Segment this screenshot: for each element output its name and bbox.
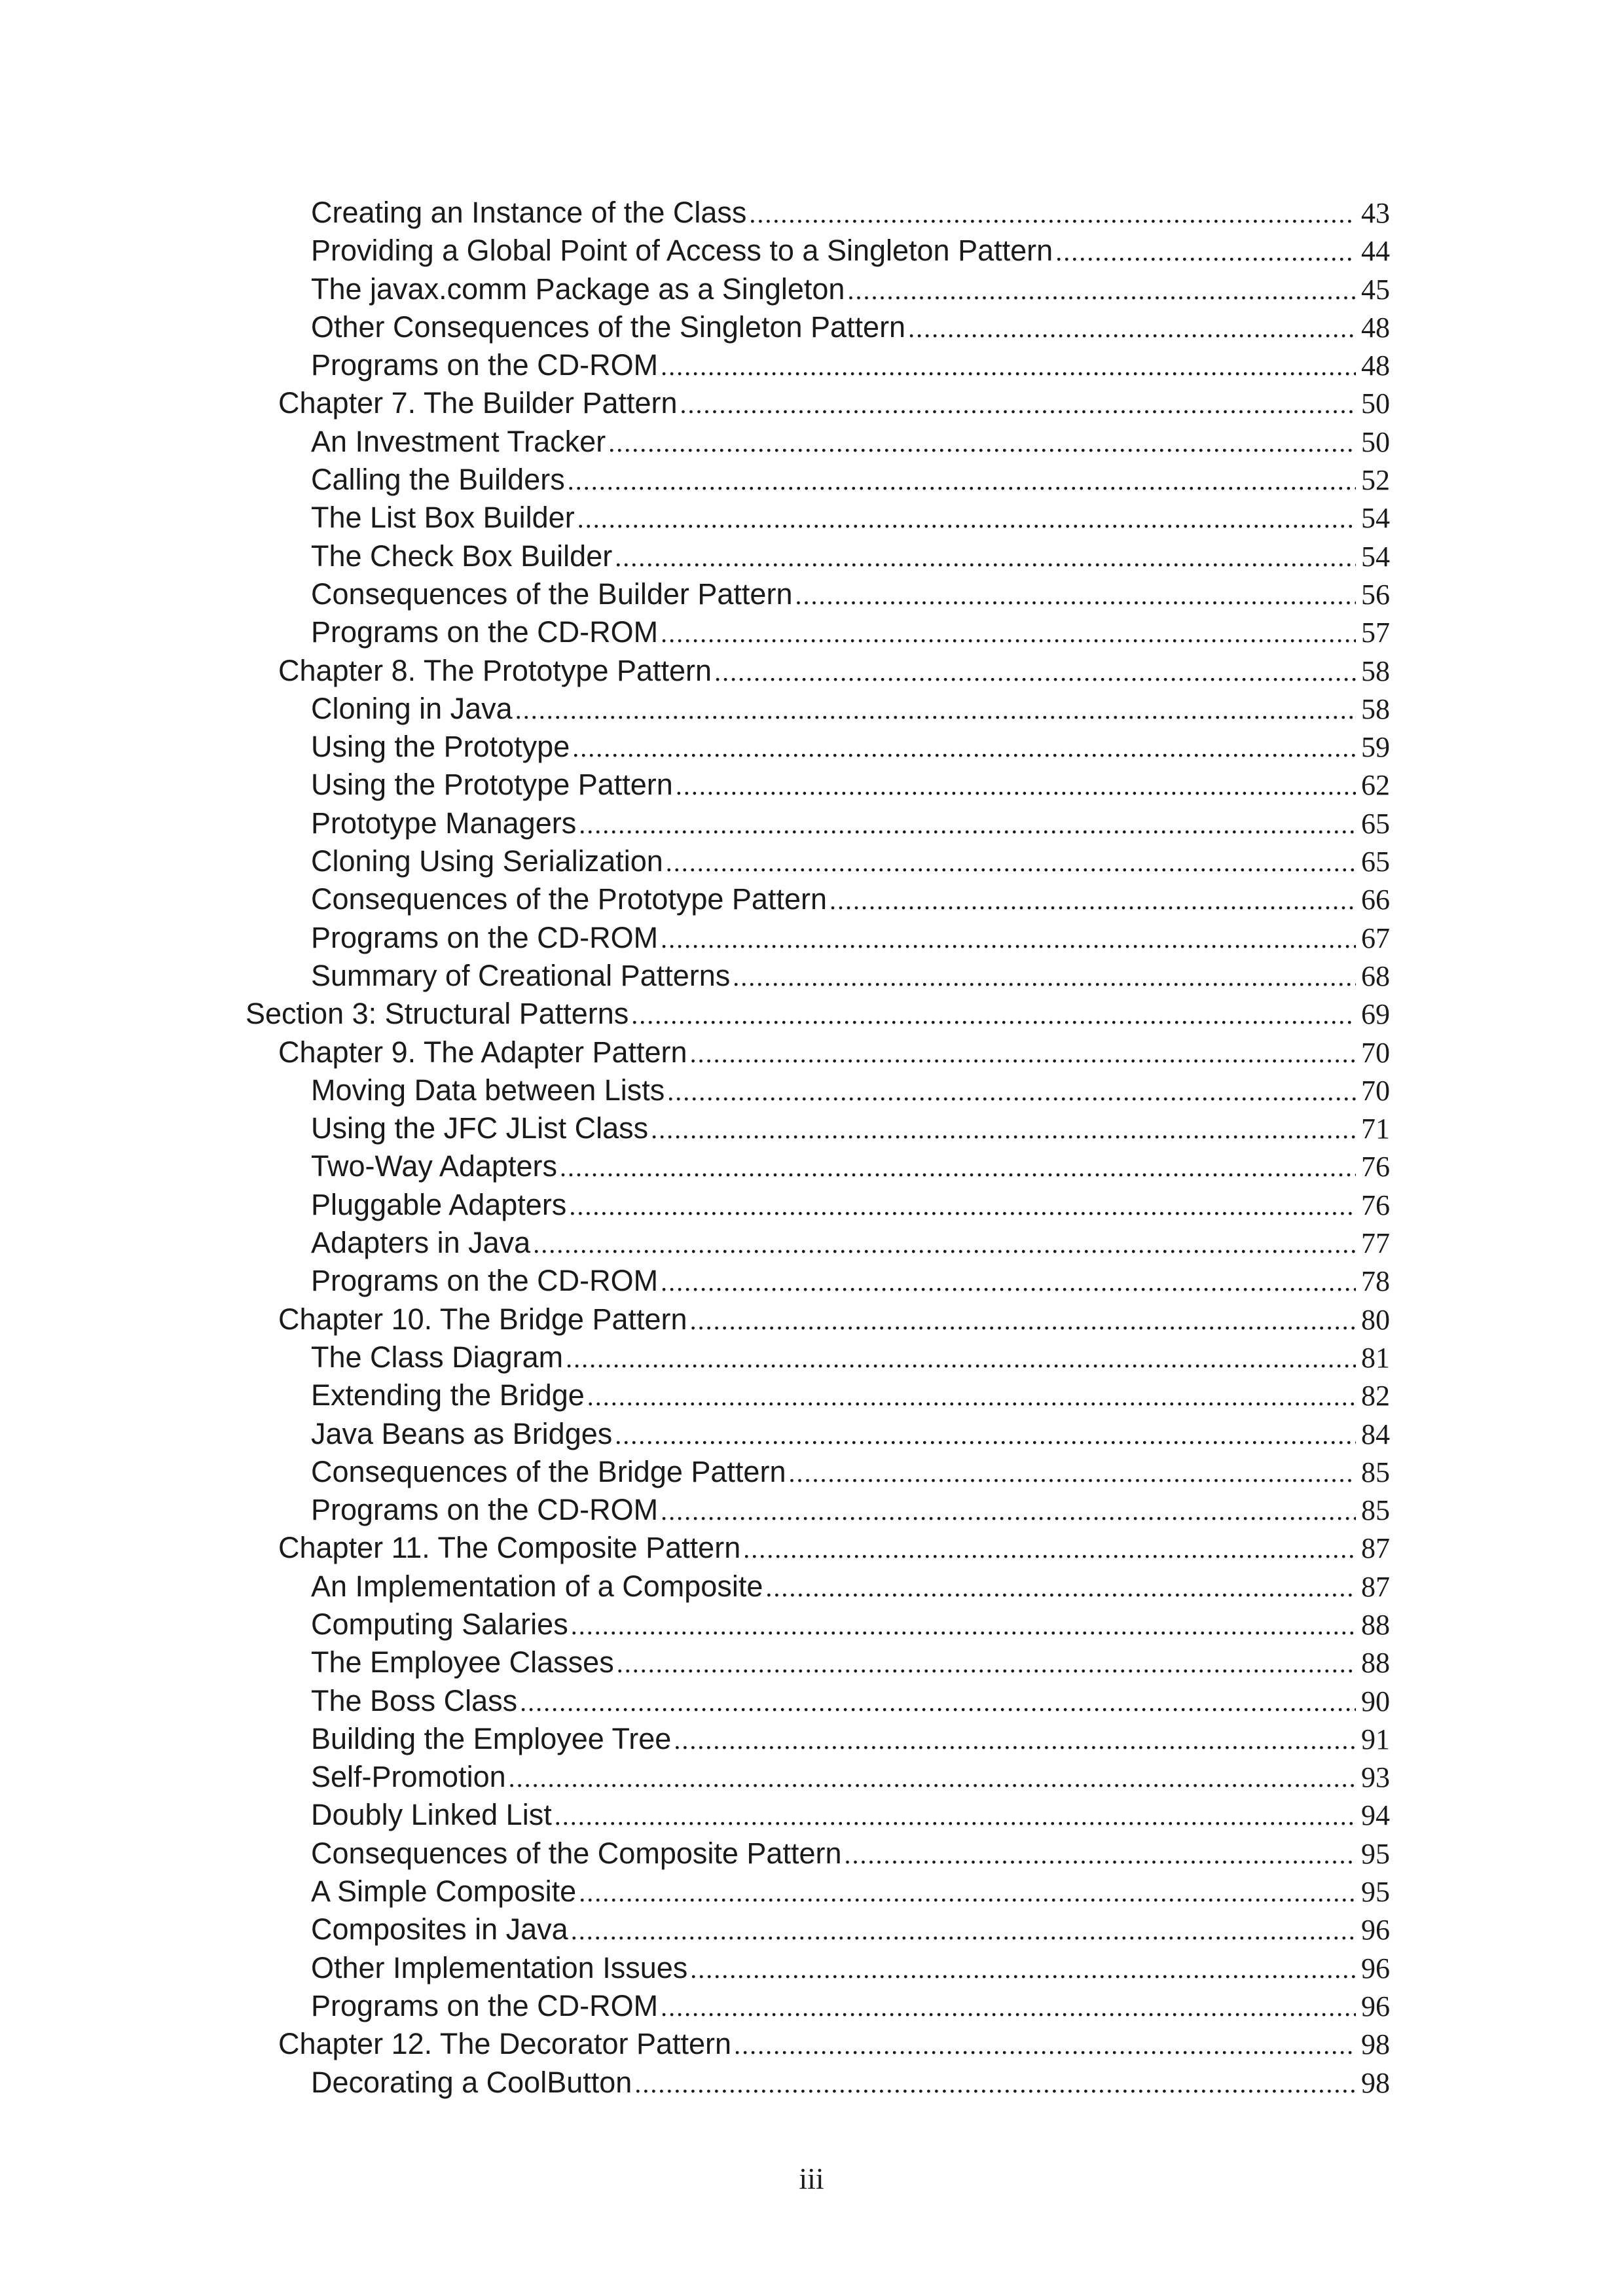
toc-entry-title: Using the Prototype: [311, 730, 570, 764]
toc-entry-title: The Employee Classes: [311, 1645, 614, 1679]
toc-subsection-entry: [246, 1376, 1390, 1414]
toc-entry-title: Programs on the CD-ROM: [311, 920, 659, 954]
dot-leader: [667, 1073, 1356, 1109]
toc-subsection-entry: [246, 537, 1390, 575]
toc-subsection-entry: [246, 1491, 1390, 1529]
toc-entry-title: Decorating a CoolButton: [311, 2065, 632, 2099]
dot-leader: [1055, 233, 1356, 270]
toc-entry-title: Chapter 10. The Bridge Pattern: [278, 1302, 687, 1336]
toc-subsection-entry: [246, 1147, 1390, 1185]
toc-subsection-entry: [246, 1262, 1390, 1300]
dot-leader: [743, 1530, 1356, 1567]
toc-subsection-entry: [246, 842, 1390, 880]
toc-entry-title: Using the Prototype Pattern: [311, 768, 673, 802]
dot-leader: [566, 1340, 1356, 1376]
toc-entry-page-number: 52: [1361, 464, 1390, 497]
dot-leader: [533, 1225, 1356, 1262]
toc-entry-page-number: 85: [1361, 1494, 1390, 1527]
dot-leader: [615, 539, 1356, 575]
toc-entry-title: Summary of Creational Patterns: [311, 958, 731, 992]
dot-leader: [690, 1950, 1356, 1987]
dot-leader: [661, 1263, 1356, 1300]
toc-chapter-entry: [246, 1529, 1390, 1567]
toc-entry-page-number: 50: [1361, 387, 1390, 420]
toc-entry-page-number: 77: [1361, 1227, 1390, 1260]
toc-subsection-entry: [246, 1453, 1390, 1491]
toc-entry-page-number: 82: [1361, 1380, 1390, 1412]
toc-subsection-entry: [246, 346, 1390, 384]
toc-entry-title: Composites in Java: [311, 1912, 568, 1946]
toc-entry-page-number: 85: [1361, 1456, 1390, 1488]
dot-leader: [661, 920, 1356, 957]
toc-entry-page-number: 98: [1361, 2028, 1390, 2061]
table-of-contents: [246, 194, 1390, 2102]
toc-subsection-entry: [246, 1987, 1390, 2025]
toc-entry-title: Programs on the CD-ROM: [311, 348, 659, 382]
dot-leader: [714, 653, 1356, 690]
toc-entry-title: Chapter 8. The Prototype Pattern: [278, 653, 712, 687]
toc-subsection-entry: [246, 232, 1390, 270]
toc-entry-title: The Boss Class: [311, 1683, 518, 1717]
toc-entry-title: Cloning in Java: [311, 691, 513, 725]
toc-entry-title: The Check Box Builder: [311, 539, 613, 573]
toc-entry-page-number: 67: [1361, 922, 1390, 954]
toc-entry-page-number: 66: [1361, 884, 1390, 916]
toc-entry-page-number: 54: [1361, 502, 1390, 535]
dot-leader: [631, 996, 1356, 1033]
toc-chapter-entry: [246, 652, 1390, 690]
toc-entry-page-number: 98: [1361, 2066, 1390, 2099]
toc-entry-page-number: 87: [1361, 1532, 1390, 1565]
toc-entry-title: Building the Employee Tree: [311, 1721, 672, 1755]
dot-leader: [577, 500, 1356, 537]
toc-entry-page-number: 76: [1361, 1189, 1390, 1221]
toc-entry-page-number: 44: [1361, 235, 1390, 268]
toc-entry-page-number: 96: [1361, 1952, 1390, 1984]
toc-entry-title: Programs on the CD-ROM: [311, 1493, 659, 1527]
dot-leader: [830, 882, 1356, 918]
toc-subsection-entry: [246, 1949, 1390, 1987]
toc-entry-page-number: 71: [1361, 1113, 1390, 1145]
toc-entry-page-number: 81: [1361, 1341, 1390, 1374]
toc-entry-page-number: 96: [1361, 1914, 1390, 1946]
dot-leader: [676, 767, 1356, 804]
toc-chapter-entry: [246, 1033, 1390, 1071]
toc-entry-page-number: 50: [1361, 425, 1390, 458]
toc-entry-title: The List Box Builder: [311, 501, 575, 535]
toc-subsection-entry: [246, 919, 1390, 957]
toc-subsection-entry: [246, 1109, 1390, 1147]
toc-entry-title: An Investment Tracker: [311, 424, 606, 458]
dot-leader: [674, 1721, 1356, 1758]
toc-subsection-entry: [246, 1643, 1390, 1681]
toc-entry-title: The javax.comm Package as a Singleton: [311, 272, 845, 306]
toc-entry-page-number: 58: [1361, 692, 1390, 725]
toc-entry-page-number: 91: [1361, 1723, 1390, 1755]
dot-leader: [569, 1187, 1356, 1224]
toc-subsection-entry: [246, 880, 1390, 918]
toc-entry-title: Adapters in Java: [311, 1226, 531, 1260]
toc-entry-page-number: 70: [1361, 1036, 1390, 1069]
toc-entry-page-number: 88: [1361, 1647, 1390, 1679]
toc-subsection-entry: [246, 1186, 1390, 1224]
toc-entry-page-number: 84: [1361, 1418, 1390, 1450]
toc-entry-page-number: 96: [1361, 1990, 1390, 2022]
toc-section-entry: [246, 995, 1390, 1033]
toc-subsection-entry: [246, 575, 1390, 613]
dot-leader: [690, 1302, 1356, 1338]
toc-entry-page-number: 90: [1361, 1685, 1390, 1717]
toc-entry-page-number: 70: [1361, 1074, 1390, 1107]
toc-entry-page-number: 45: [1361, 273, 1390, 306]
toc-subsection-entry: [246, 1605, 1390, 1643]
toc-subsection-entry: [246, 461, 1390, 499]
dot-leader: [520, 1683, 1356, 1720]
toc-entry-title: Creating an Instance of the Class: [311, 196, 747, 229]
toc-entry-title: Consequences of the Builder Pattern: [311, 577, 793, 611]
toc-subsection-entry: [246, 957, 1390, 995]
toc-entry-page-number: 94: [1361, 1799, 1390, 1832]
dot-leader: [847, 272, 1356, 308]
toc-subsection-entry: [246, 1071, 1390, 1109]
toc-subsection-entry: [246, 1910, 1390, 1948]
toc-entry-title: Programs on the CD-ROM: [311, 1264, 659, 1298]
dot-leader: [509, 1759, 1356, 1796]
toc-subsection-entry: [246, 613, 1390, 651]
toc-chapter-entry: [246, 1300, 1390, 1338]
toc-entry-page-number: 93: [1361, 1761, 1390, 1794]
toc-entry-page-number: 43: [1361, 197, 1390, 229]
dot-leader: [617, 1645, 1356, 1681]
toc-entry-title: Prototype Managers: [311, 806, 577, 840]
toc-entry-page-number: 68: [1361, 960, 1390, 992]
dot-leader: [515, 691, 1356, 728]
page-number: iii: [799, 2162, 824, 2195]
toc-entry-title: Doubly Linked List: [311, 1798, 552, 1832]
dot-leader: [571, 1607, 1356, 1643]
toc-entry-title: Consequences of the Composite Pattern: [311, 1836, 842, 1870]
dot-leader: [661, 348, 1356, 384]
toc-entry-title: Programs on the CD-ROM: [311, 615, 659, 649]
dot-leader: [579, 806, 1356, 842]
toc-entry-title: Extending the Bridge: [311, 1378, 585, 1412]
toc-entry-page-number: 56: [1361, 578, 1390, 611]
dot-leader: [555, 1797, 1356, 1834]
dot-leader: [788, 1454, 1356, 1491]
dot-leader: [661, 615, 1356, 651]
dot-leader: [587, 1378, 1356, 1414]
toc-entry-page-number: 57: [1361, 617, 1390, 649]
toc-entry-page-number: 65: [1361, 846, 1390, 878]
toc-entry-title: Providing a Global Point of Access to a Singleton Pattern: [311, 234, 1053, 268]
toc-subsection-entry: [246, 1682, 1390, 1720]
toc-entry-title: Calling the Builders: [311, 463, 565, 497]
toc-entry-title: Chapter 12. The Decorator Pattern: [278, 2027, 732, 2061]
toc-entry-page-number: 58: [1361, 655, 1390, 687]
toc-entry-title: Other Implementation Issues: [311, 1950, 688, 1984]
toc-entry-title: Computing Salaries: [311, 1607, 568, 1641]
dot-leader: [651, 1111, 1356, 1147]
toc-entry-title: Consequences of the Bridge Pattern: [311, 1454, 786, 1488]
toc-entry-title: Chapter 7. The Builder Pattern: [278, 386, 678, 420]
toc-entry-title: Consequences of the Prototype Pattern: [311, 882, 828, 916]
toc-subsection-entry: [246, 1338, 1390, 1376]
toc-entry-title: Cloning Using Serialization: [311, 844, 663, 878]
toc-entry-title: Chapter 9. The Adapter Pattern: [278, 1035, 687, 1069]
toc-entry-title: The Class Diagram: [311, 1340, 564, 1374]
toc-entry-page-number: 69: [1361, 998, 1390, 1031]
dot-leader: [572, 729, 1356, 766]
dot-leader: [568, 462, 1356, 499]
toc-subsection-entry: [246, 1415, 1390, 1453]
toc-entry-page-number: 88: [1361, 1608, 1390, 1641]
toc-subsection-entry: [246, 2064, 1390, 2102]
toc-subsection-entry: [246, 728, 1390, 766]
dot-leader: [795, 577, 1356, 613]
dot-leader: [661, 1492, 1356, 1529]
dot-leader: [908, 310, 1356, 346]
toc-entry-page-number: 54: [1361, 540, 1390, 573]
dot-leader: [661, 1988, 1356, 2025]
toc-entry-title: Self-Promotion: [311, 1760, 506, 1794]
toc-chapter-entry: [246, 2025, 1390, 2063]
toc-entry-title: An Implementation of a Composite: [311, 1569, 763, 1603]
toc-entry-page-number: 65: [1361, 807, 1390, 840]
toc-subsection-entry: [246, 1796, 1390, 1834]
dot-leader: [634, 2065, 1356, 2102]
toc-entry-title: Java Beans as Bridges: [311, 1416, 613, 1450]
toc-subsection-entry: [246, 1224, 1390, 1262]
toc-entry-title: Two-Way Adapters: [311, 1149, 557, 1183]
toc-subsection-entry: [246, 423, 1390, 461]
toc-entry-title: Other Consequences of the Singleton Pattern: [311, 310, 906, 344]
dot-leader: [734, 2026, 1356, 2063]
toc-entry-page-number: 95: [1361, 1837, 1390, 1870]
toc-entry-page-number: 95: [1361, 1876, 1390, 1909]
toc-entry-title: Pluggable Adapters: [311, 1187, 567, 1221]
toc-entry-title: Moving Data between Lists: [311, 1073, 665, 1107]
toc-subsection-entry: [246, 766, 1390, 804]
toc-subsection-entry: [246, 1758, 1390, 1796]
dot-leader: [680, 386, 1356, 422]
toc-subsection-entry: [246, 499, 1390, 537]
dot-leader: [844, 1836, 1356, 1873]
toc-entry-title: A Simple Composite: [311, 1874, 577, 1909]
toc-entry-page-number: 48: [1361, 350, 1390, 382]
toc-subsection-entry: [246, 194, 1390, 232]
dot-leader: [615, 1416, 1356, 1453]
toc-entry-title: Using the JFC JList Class: [311, 1111, 649, 1145]
toc-subsection-entry: [246, 1873, 1390, 1910]
toc-entry-page-number: 76: [1361, 1151, 1390, 1183]
toc-entry-title: Programs on the CD-ROM: [311, 1988, 659, 2022]
toc-subsection-entry: [246, 308, 1390, 346]
toc-subsection-entry: [246, 804, 1390, 842]
dot-leader: [733, 958, 1356, 995]
dot-leader: [560, 1149, 1356, 1185]
toc-entry-page-number: 80: [1361, 1303, 1390, 1336]
dot-leader: [765, 1569, 1356, 1605]
dot-leader: [749, 195, 1356, 232]
toc-subsection-entry: [246, 1568, 1390, 1605]
dot-leader: [579, 1874, 1356, 1910]
toc-subsection-entry: [246, 1720, 1390, 1758]
toc-entry-page-number: 62: [1361, 769, 1390, 802]
toc-chapter-entry: [246, 384, 1390, 422]
toc-subsection-entry: [246, 690, 1390, 728]
dot-leader: [666, 844, 1356, 880]
dot-leader: [608, 424, 1356, 461]
toc-subsection-entry: [246, 270, 1390, 308]
toc-subsection-entry: [246, 1835, 1390, 1873]
dot-leader: [571, 1912, 1356, 1948]
toc-entry-title: Section 3: Structural Patterns: [246, 997, 629, 1031]
toc-entry-page-number: 78: [1361, 1265, 1390, 1298]
toc-entry-page-number: 59: [1361, 731, 1390, 764]
dot-leader: [690, 1035, 1356, 1071]
toc-entry-page-number: 48: [1361, 311, 1390, 344]
toc-entry-page-number: 87: [1361, 1570, 1390, 1603]
toc-entry-title: Chapter 11. The Composite Pattern: [278, 1531, 741, 1565]
